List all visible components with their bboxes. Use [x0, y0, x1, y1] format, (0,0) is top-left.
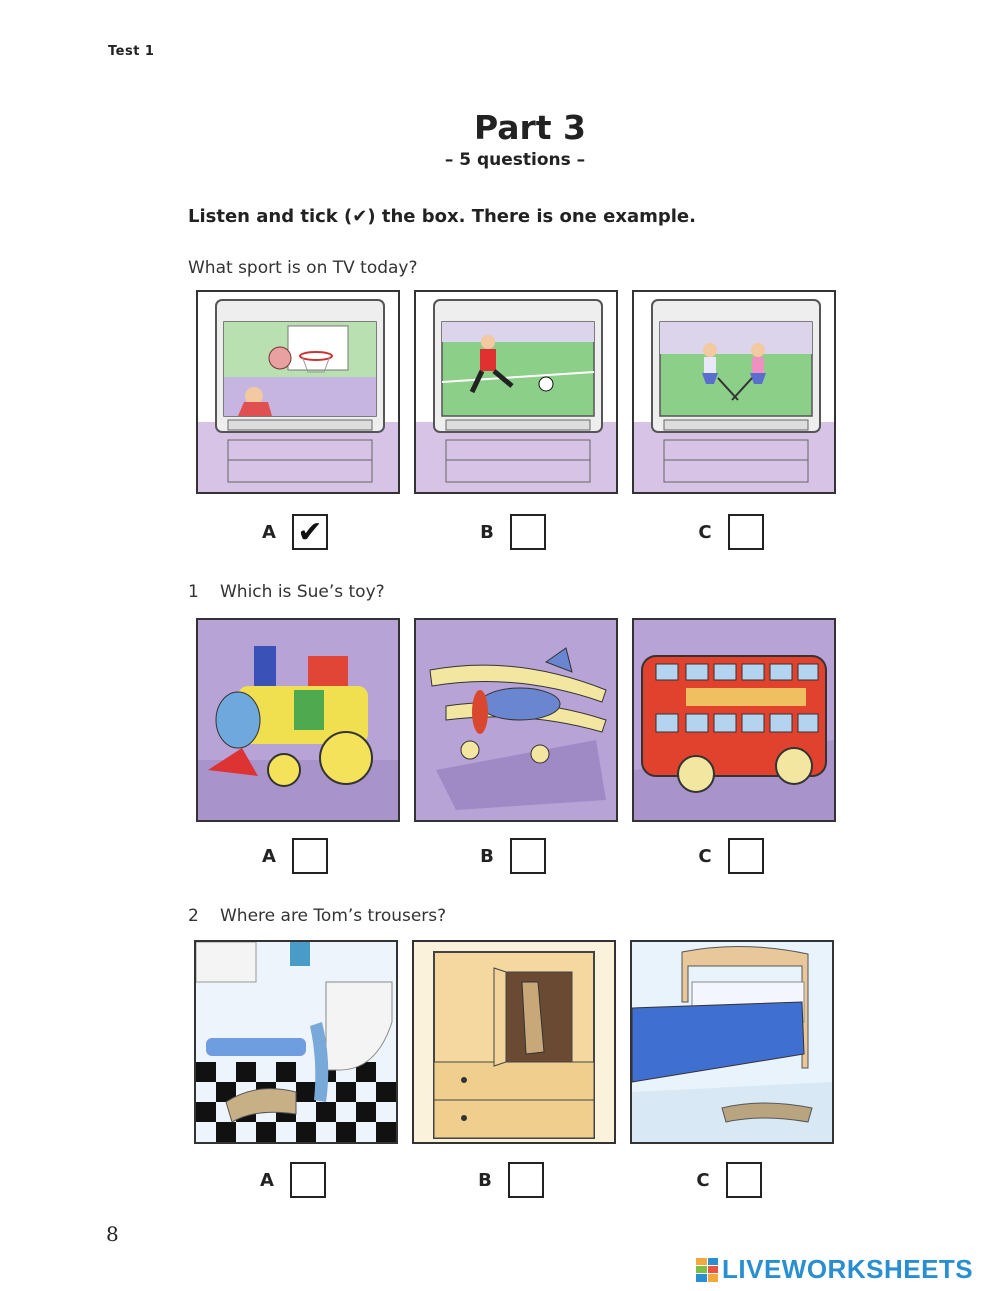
tick-box-q1-a[interactable] [292, 838, 328, 874]
q2-option-c [688, 1160, 762, 1200]
question-2 [188, 906, 446, 926]
example-option-a [254, 512, 328, 552]
picture-q1-a-train [196, 618, 400, 822]
question-1 [188, 582, 385, 602]
picture-q1-c-bus [632, 618, 836, 822]
tick-box-q2-a[interactable] [290, 1162, 326, 1198]
option-letter: C [698, 521, 712, 543]
question-number: 2 [188, 906, 199, 926]
liveworksheets-logo-icon [696, 1258, 718, 1282]
option-letter: B [480, 845, 494, 867]
picture-example-a-basketball [196, 290, 400, 494]
q2-option-b [470, 1160, 544, 1200]
picture-q1-b-plane [414, 618, 618, 822]
option-letter: C [696, 1169, 710, 1191]
option-letter: A [260, 1169, 274, 1191]
tick-box-q1-b[interactable] [510, 838, 546, 874]
option-letter: A [262, 521, 276, 543]
picture-q2-b-wardrobe [412, 940, 616, 1144]
brand-text: LIVEWORKSHEETS [722, 1254, 974, 1284]
tick-box-q2-b[interactable] [508, 1162, 544, 1198]
picture-q2-c-bed [630, 940, 834, 1144]
instruction: Listen and tick (✔) the box. There is one example. [188, 206, 696, 227]
q1-option-b [472, 836, 546, 876]
option-letter: B [480, 521, 494, 543]
example-option-c [690, 512, 764, 552]
option-letter: C [698, 845, 712, 867]
page-number: 8 [106, 1222, 119, 1246]
part-subtitle: – 5 questions – [444, 150, 586, 170]
question-text: Where are Tom’s trousers? [220, 906, 447, 926]
part-title: Part 3 [473, 108, 587, 147]
option-letter: A [262, 845, 276, 867]
tick-box-q1-c[interactable] [728, 838, 764, 874]
q1-option-c [690, 836, 764, 876]
tick-box-example-b[interactable] [510, 514, 546, 550]
liveworksheets-brand [696, 1254, 973, 1285]
tick-box-example-a[interactable]: ✔ [292, 514, 328, 550]
q2-option-a [252, 1160, 326, 1200]
question-number: 1 [188, 582, 199, 602]
question-text: Which is Sue’s toy? [220, 582, 385, 602]
tick-box-q2-c[interactable] [726, 1162, 762, 1198]
option-letter: B [478, 1169, 492, 1191]
q1-option-a [254, 836, 328, 876]
picture-example-c-hockey [632, 290, 836, 494]
test-label: Test 1 [108, 44, 155, 59]
example-question: What sport is on TV today? [188, 258, 418, 278]
example-option-b [472, 512, 546, 552]
picture-q2-a-bathroom [194, 940, 398, 1144]
picture-example-b-football [414, 290, 618, 494]
tick-box-example-c[interactable] [728, 514, 764, 550]
